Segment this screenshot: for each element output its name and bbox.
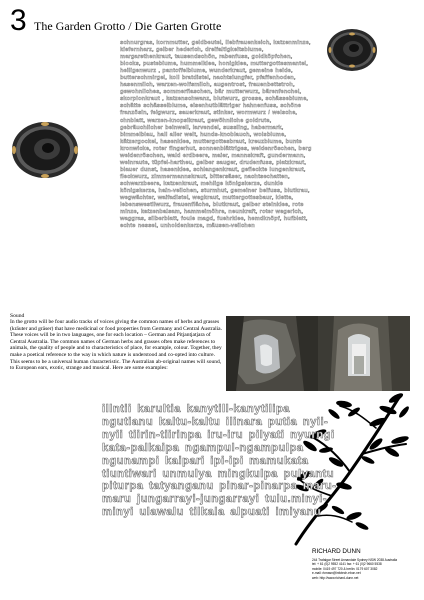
aboriginal-names-text: illntii karultia kanytill-kanytilipa ngutianu kaltu-kaltu ilinara putia nyii-nyii tiirin-tiirinpa iru-iru pilyati nyurngi kata-palkaipa ngampul-ngampulpa ngunampi kaipari ipi-ipi mamukata tiuntiwari unmulya mingkulpa pulyantu piturpa tatyanganu pinar-pinarpa maru-maru jungarrayi-jungarrayi tulu.minyi-minyi ulawalu tilkala alpuati imiyanu: [102, 403, 337, 519]
contact-web[interactable]: web: http://www.richard-dunn.net: [312, 575, 359, 580]
section-number: 3: [10, 4, 27, 37]
author-name: RICHARD DUNN: [312, 548, 361, 555]
speaker-icon: [326, 28, 378, 72]
page-title: The Garden Grotto / Die Garten Grotte: [34, 19, 222, 33]
contact-block: [312, 558, 420, 580]
grotto-photo: [226, 316, 410, 391]
speaker-icon: [10, 120, 80, 180]
contact-phone: tel: + 61 (0)2 9552 4141 fax: + 61 (0)2 9660 5538: [312, 562, 382, 567]
contact-address: 244 Trafalgar Street Annandale Sydney NSW 2038 Australia: [312, 558, 398, 562]
german-plant-names-text: schnurgras, kornmutter, geldbeutel, liebfrauenkeich, katzenminze, kiefernharz, gelber hederich, dreifaltigkeitsblume, margarethenkraut, tausendschön, rabenfuss, goldköpfchen, blocks, pustebiume, hummelklee, honigklee, muttergottesmantel, heiligenwurz , pantoffelblume, wunderkraut, gemeine heide, butterschmirgel, koll bratdistel, nachtsiungfer, pfaffenhoden, hasenmilch, warzen-wolfsmilch, augentrost, frauenbettstroh, gewohnliches, sommerflaschen, bär mutterwurz, bärenfenchel, skorpionkraut , katzenschwanz, blutwurz, grosse, schässebiume, schätte schässelblume, eisenhutblättriger hahnenfuss, schöne französin, feigwurz, sauerkraut, stinker, wormwurz / welsche, chnblatt, warzen-knopsikraut, gewöhnliche goldrute, gebräuchlicher beinwell, larvendel, sussling, habermark, bimmelblau, hall aller welt, hunds-knoblauch, wolsblume, kätzergockel, hasenklee, muttergottesbraut, kreuzblume, bunte kronwicke, roter fingerhut, sonnenblättriges, weidenröschen, berg weidenröschen, wald erdbeere, maier, mannskraft, gundermann, weinraute, tüpfel-hartheu, gelber sauger, drudenfuss, platzkraut, blauer dunst, hasenklee, schlangenkraut, gefleckte lungenkraut, fleckwurz, zimmermannskraut, bittersäser, nachtsechatten, schwarzbeere, katzenkraut, mehlige königskerze, dunkle königskerze, hain-veilchen, sturmhut, gemeiner beifuss, blutkrau, wegwächter, waifadistel, wegkraut, muttergottesbaur, klette, lebenswestilwurz, frauenfläche, blutkraut, gelber steinklee, rote minze, katzenbalsam, hammeimöhre, neunkraft, roter wegerich, waggras, silberblatt, foule magd, fuehrklee, hemdknöpf, hufblatt, echte nessel, unholdenkerze, mäusen-veilchen: [120, 40, 312, 230]
contact-mobile: mobile: 0419 497 720 & berlin: 0179 607 3082: [312, 566, 378, 571]
contact-email[interactable]: e-mail: rkmasn@infotech.ebon.net: [312, 571, 361, 576]
sound-heading: Sound: [10, 313, 25, 319]
sound-description: In the grotto will be four audio tracks of voices giving the common names of herbs and grasses (kräuter and gräser) that have medicinal or food properties from Germany and Central Australia. These voices will be in two languages, one for each location – German and Pitjantjatjara of Central Australia. The common names of German herbs and grasses often make references to animals, the quality of people and to characteristics of place, for example, colour. Together, they make a poetical reference to the way in which nature is understood and co-opted into culture. This seems to be a universal human characteristic. The Australian ab-original names will sound, to European ears, exotic, strange and musical. Here are some examples:: [10, 319, 222, 372]
